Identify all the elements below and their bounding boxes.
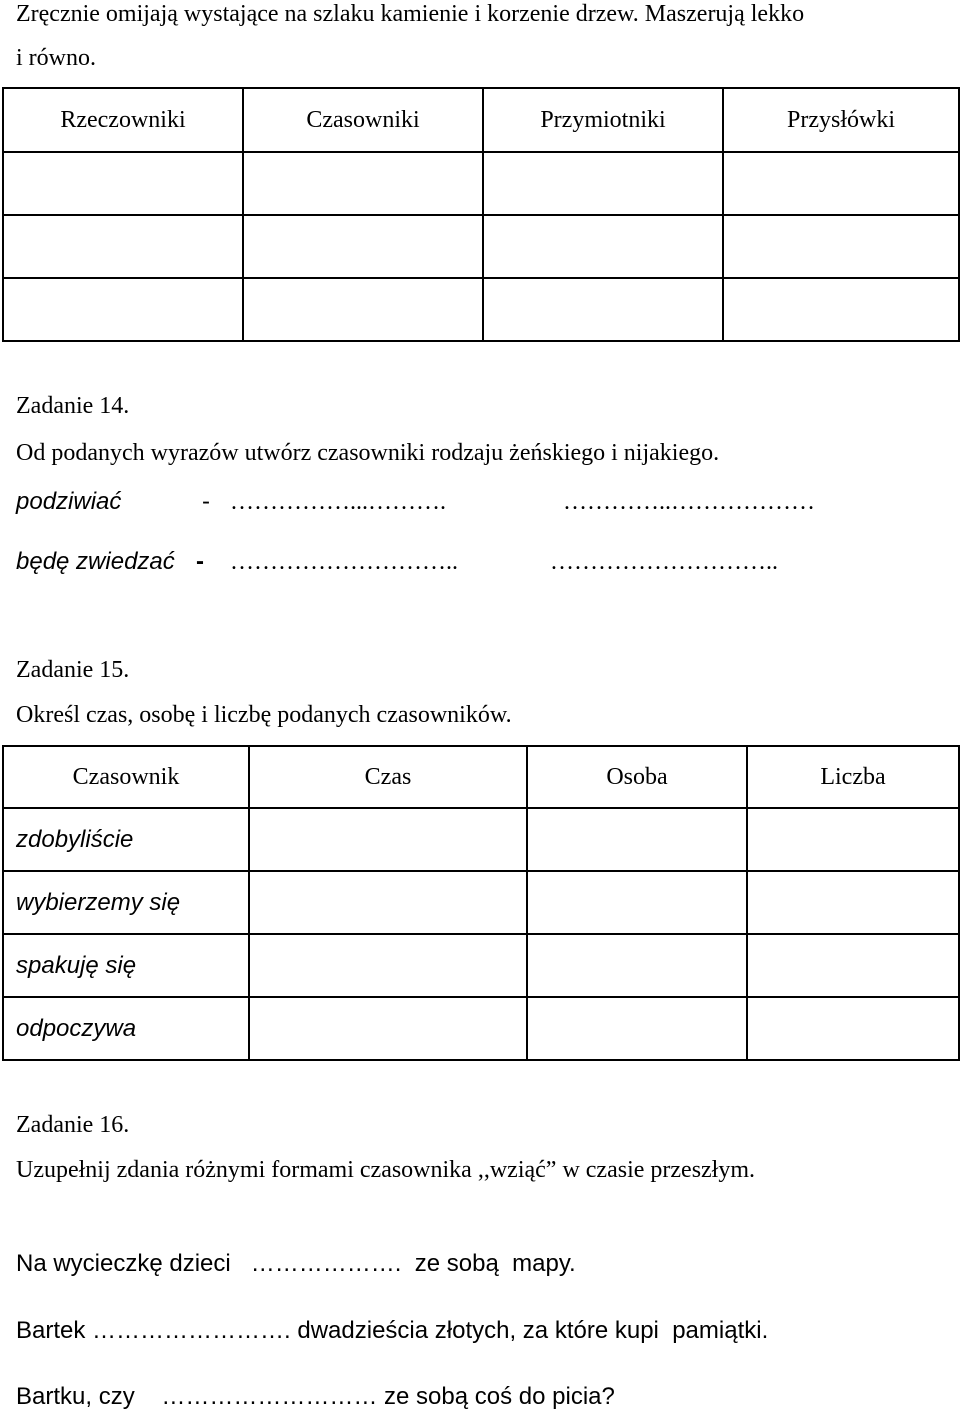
table-row [3,278,959,341]
answer-cell[interactable] [723,278,959,341]
task14-blank-2b[interactable]: ……………………….. [550,549,778,575]
task14-word-2: będę zwiedzać [16,548,175,575]
task16-instruction: Uzupełnij zdania różnymi formami czasownika ,,wziąć” w czasie przeszłym. [16,1157,756,1183]
answer-cell[interactable] [747,871,959,934]
answer-cell[interactable] [3,278,243,341]
answer-cell[interactable] [723,152,959,215]
answer-cell[interactable] [249,871,527,934]
answer-cell[interactable] [3,152,243,215]
header-osoba: Osoba [527,746,747,808]
answer-cell[interactable] [723,215,959,278]
task16-sentence-2: Bartek ……………………. dwadzieścia złotych, za które kupi pamiątki. [16,1317,769,1344]
answer-cell[interactable] [747,997,959,1060]
table-header-row [3,88,959,152]
table-header-row [3,746,959,808]
table-row [3,808,959,871]
verb-label: spakuję się [3,934,249,997]
task14-blank-1a[interactable]: ……………...………. [230,489,446,515]
header-przyslowki: Przysłówki [723,88,959,152]
answer-cell[interactable] [527,871,747,934]
task14-word-1: podziwiać [16,488,122,515]
intro-line-1: Zręcznie omijają wystające na szlaku kamienie i korzenie drzew. Maszerują lekko [16,1,805,27]
task15-title: Zadanie 15. [16,657,130,683]
header-przymiotniki: Przymiotniki [483,88,723,152]
answer-cell[interactable] [483,278,723,341]
header-czasownik: Czasownik [3,746,249,808]
table-row [3,152,959,215]
answer-cell[interactable] [249,997,527,1060]
header-rzeczowniki: Rzeczowniki [3,88,243,152]
verb-label: zdobyliście [3,808,249,871]
task14-title: Zadanie 14. [16,393,130,419]
task16-title: Zadanie 16. [16,1112,130,1138]
table-row [3,871,959,934]
answer-cell[interactable] [483,152,723,215]
answer-cell[interactable] [747,934,959,997]
task14-blank-2a[interactable]: ……………………….. [230,549,458,575]
task16-sentence-3: Bartku, czy ……………………… ze sobą coś do picia? [16,1383,615,1410]
header-liczba: Liczba [747,746,959,808]
answer-cell[interactable] [527,808,747,871]
answer-cell[interactable] [483,215,723,278]
answer-cell[interactable] [527,997,747,1060]
answer-cell[interactable] [243,278,483,341]
task15-instruction: Określ czas, osobę i liczbę podanych czasowników. [16,702,512,728]
intro-line-2: i równo. [16,45,96,71]
answer-cell[interactable] [3,215,243,278]
answer-cell[interactable] [747,808,959,871]
table-row [3,215,959,278]
header-czasowniki: Czasowniki [243,88,483,152]
verb-analysis-table [2,745,960,1061]
task16-sentence-1: Na wycieczkę dzieci ………………. ze sobą mapy. [16,1250,576,1277]
task14-dash-1: - [202,488,210,515]
verb-label: wybierzemy się [3,871,249,934]
task14-dash-2: - [196,548,204,575]
verb-label: odpoczywa [3,997,249,1060]
answer-cell[interactable] [243,152,483,215]
answer-cell[interactable] [243,215,483,278]
table-row [3,934,959,997]
task14-blank-1b[interactable]: …………..……………… [563,489,815,515]
answer-cell[interactable] [249,808,527,871]
task14-instruction: Od podanych wyrazów utwórz czasowniki rodzaju żeńskiego i nijakiego. [16,440,720,466]
answer-cell[interactable] [527,934,747,997]
header-czas: Czas [249,746,527,808]
answer-cell[interactable] [249,934,527,997]
table-row [3,997,959,1060]
parts-of-speech-table [2,87,960,342]
